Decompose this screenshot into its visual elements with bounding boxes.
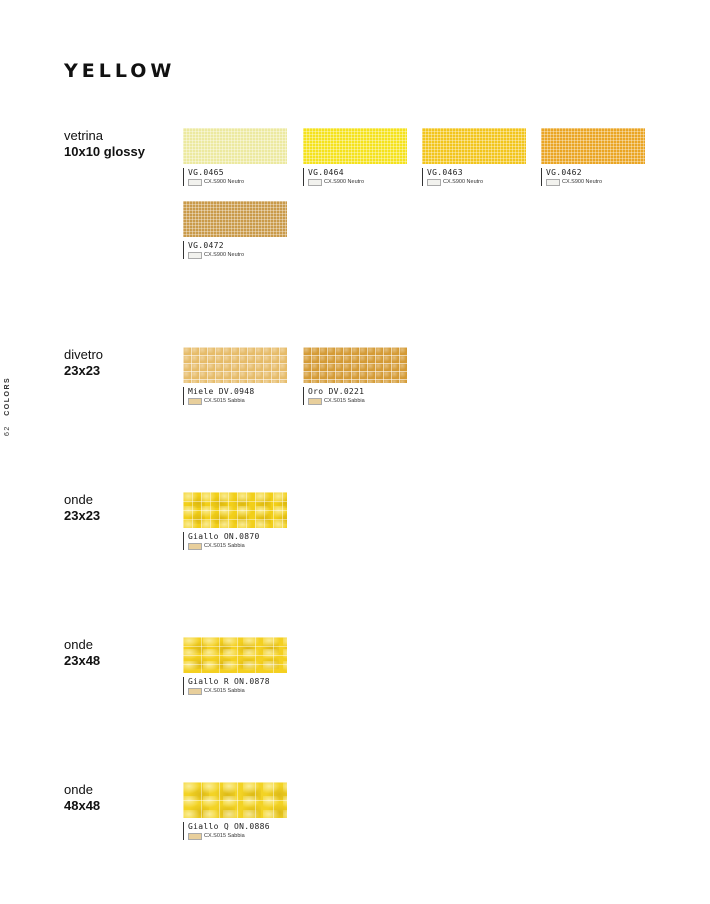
series-name: onde: [64, 492, 93, 507]
tile-code-block: [183, 387, 287, 405]
folio-category: COLORS: [4, 376, 11, 416]
series-name: divetro: [64, 347, 104, 362]
tile-code-block: [183, 241, 287, 259]
tile-swatch-card: [541, 128, 645, 186]
tile-code: VG.0464: [308, 168, 344, 177]
grout-name: CX.S900 Neutro: [324, 179, 365, 185]
tile-code-block: [183, 532, 287, 550]
series-format: 48x48: [64, 798, 101, 813]
grout-info: [188, 832, 287, 840]
tile-code-block: [183, 677, 287, 695]
tile-swatch-card: [183, 637, 287, 695]
tile-code-block: [183, 168, 287, 186]
grout-color-chip: [188, 398, 202, 405]
grout-name: CX.S015 Sabbia: [204, 833, 245, 839]
grout-color-chip: [188, 252, 202, 259]
tile-code: VG.0465: [188, 168, 224, 177]
series-format: 23x23: [64, 508, 101, 523]
tile-swatch-card: [183, 201, 287, 259]
grout-name: CX.S015 Sabbia: [204, 398, 245, 404]
tile-code: VG.0472: [188, 241, 224, 250]
tile-swatch-card: [183, 347, 287, 405]
grout-name: CX.S015 Sabbia: [204, 543, 245, 549]
mosaic-swatch: [183, 201, 287, 237]
grout-color-chip: [188, 688, 202, 695]
grout-color-chip: [546, 179, 560, 186]
grout-info: [308, 178, 407, 186]
grout-name: CX.S015 Sabbia: [204, 688, 245, 694]
grout-name: CX.S015 Sabbia: [324, 398, 365, 404]
tile-swatch-card: [422, 128, 526, 186]
tile-code: Giallo ON.0870: [188, 532, 260, 541]
tile-swatch-card: [183, 128, 287, 186]
tile-code: Giallo Q ON.0886: [188, 822, 270, 831]
mosaic-swatch: [422, 128, 526, 164]
section-label: [64, 492, 100, 524]
grout-info: [188, 178, 287, 186]
mosaic-swatch: [303, 128, 407, 164]
tile-swatch-card: [183, 782, 287, 840]
tile-swatch-card: [303, 128, 407, 186]
grout-color-chip: [188, 833, 202, 840]
tile-code-block: [303, 387, 407, 405]
grout-info: [188, 397, 287, 405]
mosaic-swatch: [183, 637, 287, 673]
tile-code-block: [422, 168, 526, 186]
section-label: [64, 128, 145, 160]
tile-swatch-card: [183, 492, 287, 550]
mosaic-swatch: [183, 782, 287, 818]
mosaic-swatch: [303, 347, 407, 383]
grout-name: CX.S900 Neutro: [443, 179, 484, 185]
grout-name: CX.S900 Neutro: [562, 179, 603, 185]
mosaic-swatch: [183, 492, 287, 528]
grout-color-chip: [188, 543, 202, 550]
grout-info: [427, 178, 526, 186]
grout-color-chip: [308, 398, 322, 405]
mosaic-swatch: [541, 128, 645, 164]
tile-code: Miele DV.0948: [188, 387, 255, 396]
grout-info: [188, 251, 287, 259]
page-title: YELLOW: [64, 60, 176, 82]
mosaic-swatch: [183, 347, 287, 383]
grout-color-chip: [427, 179, 441, 186]
series-name: onde: [64, 637, 93, 652]
series-format: 23x48: [64, 653, 101, 668]
section-label: [64, 637, 100, 669]
tile-code-block: [303, 168, 407, 186]
series-name: onde: [64, 782, 93, 797]
tile-code: Oro DV.0221: [308, 387, 365, 396]
grout-info: [546, 178, 645, 186]
tile-code: VG.0463: [427, 168, 463, 177]
tile-code: VG.0462: [546, 168, 582, 177]
series-name: vetrina: [64, 128, 104, 143]
grout-info: [308, 397, 407, 405]
mosaic-swatch: [183, 128, 287, 164]
grout-info: [188, 542, 287, 550]
tile-swatch-card: [303, 347, 407, 405]
tile-code-block: [541, 168, 645, 186]
series-format: 10x10 glossy: [64, 144, 145, 159]
page-number: 62: [4, 425, 11, 436]
section-label: [64, 347, 103, 379]
section-label: [64, 782, 100, 814]
page-folio: [4, 377, 11, 436]
tile-code: Giallo R ON.0878: [188, 677, 270, 686]
tile-code-block: [183, 822, 287, 840]
grout-name: CX.S900 Neutro: [204, 179, 245, 185]
grout-name: CX.S900 Neutro: [204, 252, 245, 258]
series-format: 23x23: [64, 363, 101, 378]
grout-info: [188, 687, 287, 695]
grout-color-chip: [308, 179, 322, 186]
grout-color-chip: [188, 179, 202, 186]
